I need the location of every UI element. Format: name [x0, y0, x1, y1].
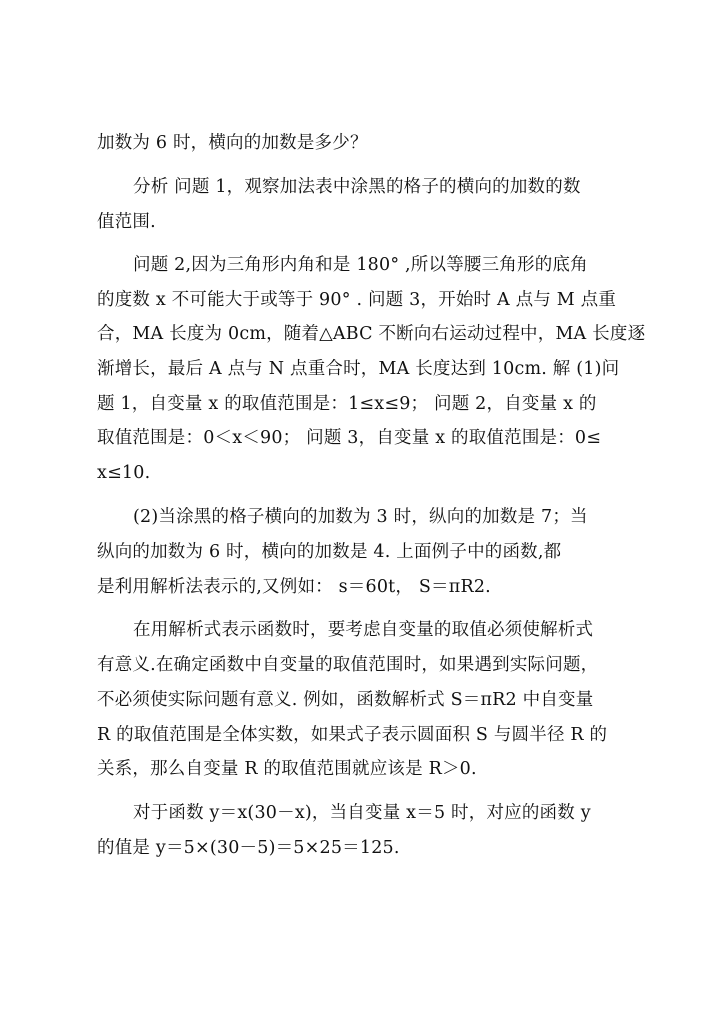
text-line: x≤10. [97, 463, 151, 483]
text-line: 是利用解析法表示的,又例如： s＝60t， S＝πR2. [97, 577, 491, 597]
text-line: 取值范围是：0＜x＜90； 问题 3，自变量 x 的取值范围是：0≤ [97, 428, 602, 448]
text-line: (2)当涂黑的格子横向的加数为 3 时，纵向的加数是 7；当 [133, 507, 588, 527]
text-line: 的度数 x 不可能大于或等于 90° . 问题 3，开始时 A 点与 M 点重 [97, 290, 617, 310]
text-line: 问题 2,因为三角形内角和是 180° ,所以等腰三角形的底角 [133, 255, 588, 275]
text-line: 对于函数 y＝x(30－x)，当自变量 x＝5 时，对应的函数 y [133, 803, 591, 823]
text-line: 加数为 6 时，横向的加数是多少？ [97, 133, 368, 153]
text-line: 渐增长，最后 A 点与 N 点重合时，MA 长度达到 10cm. 解 (1)问 [97, 359, 620, 379]
text-line: R 的取值范围是全体实数，如果式子表示圆面积 S 与圆半径 R 的 [97, 725, 608, 745]
text-line: 不必须使实际问题有意义. 例如，函数解析式 S＝πR2 中自变量 [97, 690, 594, 710]
text-line: 有意义.在确定函数中自变量的取值范围时，如果遇到实际问题， [97, 655, 599, 675]
text-line: 分析 问题 1，观察加法表中涂黑的格子的横向的加数的数 [133, 177, 581, 197]
text-line: 题 1，自变量 x 的取值范围是：1≤x≤9； 问题 2，自变量 x 的 [97, 394, 597, 414]
text-line: 在用解析式表示函数时，要考虑自变量的取值必须使解析式 [133, 620, 594, 640]
text-line: 值范围. [97, 212, 156, 232]
text-line: 关系，那么自变量 R 的取值范围就应该是 R＞0. [97, 759, 477, 779]
text-line: 合，MA 长度为 0cm，随着△ABC 不断向右运动过程中，MA 长度逐 [97, 324, 646, 344]
text-line: 纵向的加数为 6 时，横向的加数是 4. 上面例子中的函数,都 [97, 542, 562, 562]
text-line: 的值是 y＝5×(30－5)＝5×25＝125. [97, 838, 400, 858]
